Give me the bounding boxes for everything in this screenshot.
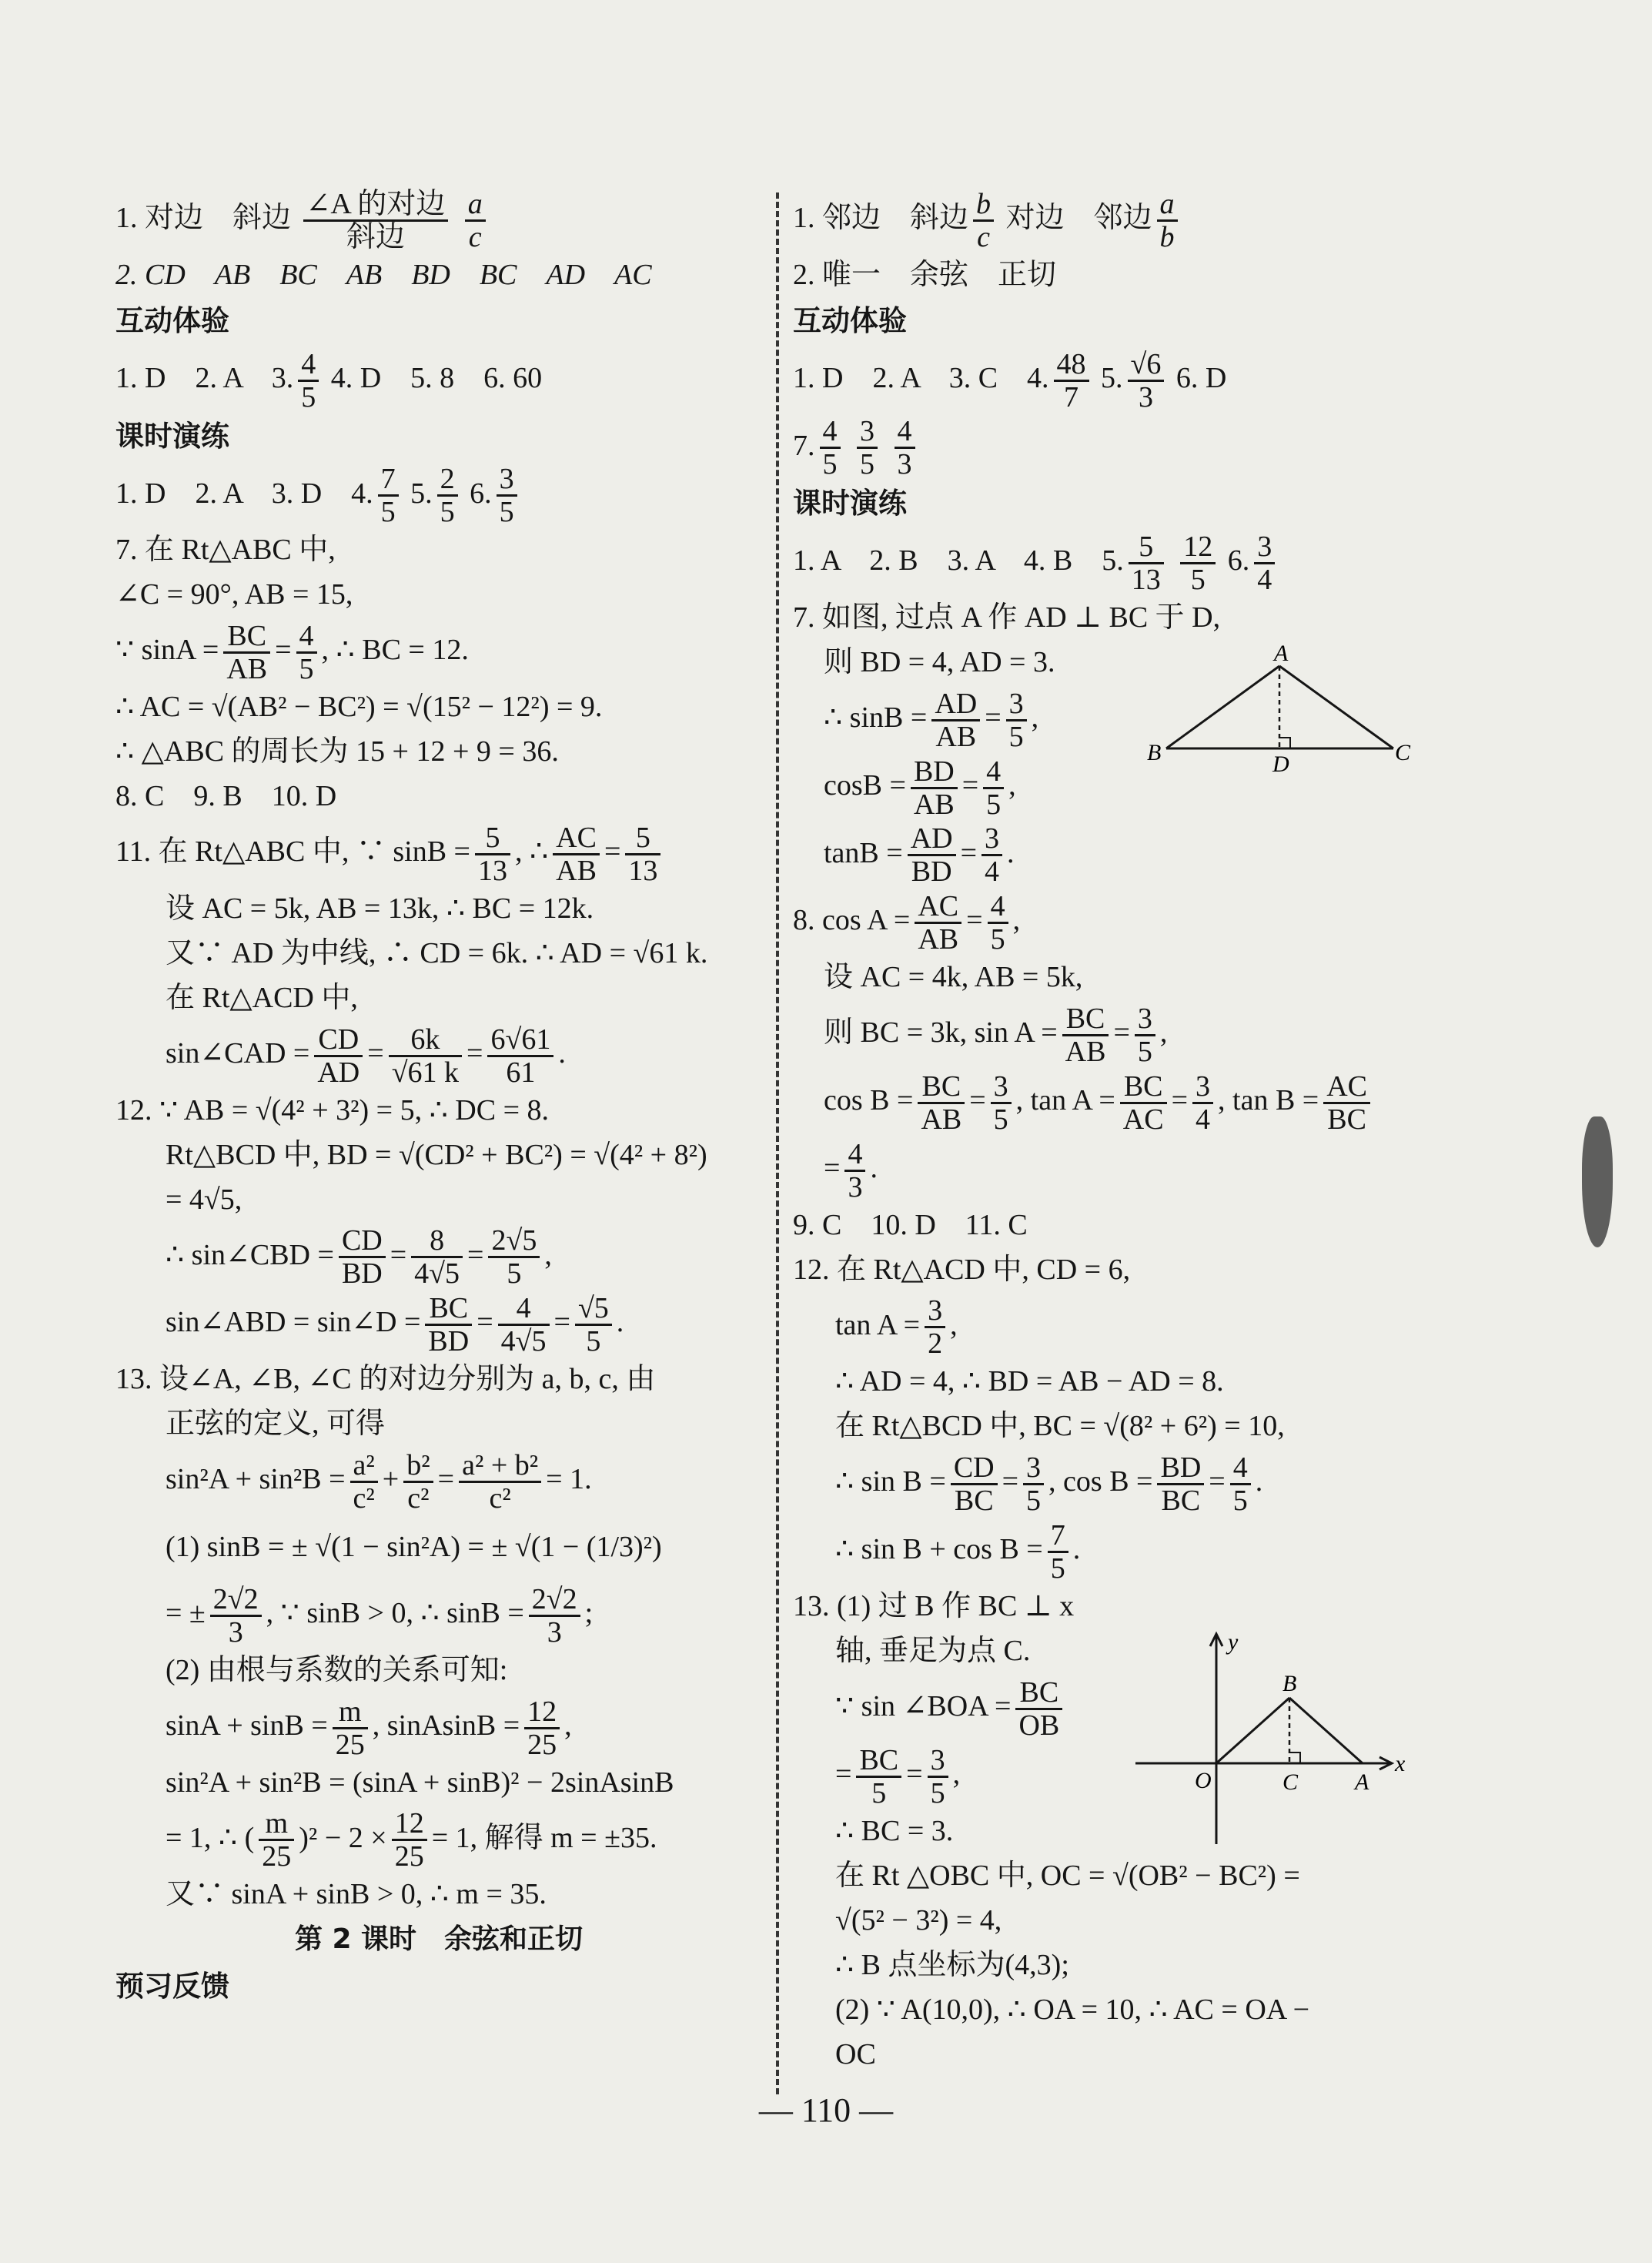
answer-line: 1. A 2. B 3. A 4. B 5. $\frac{5}{13}$ $\frac{12}{5}$ 6. $\frac{3}{4}$ bbox=[793, 527, 1432, 595]
answer-line: 1. D 2. A 3. C 4. $\frac{48}{7}$ 5. $\frac{√6}{3}$ 6. D bbox=[793, 347, 1227, 413]
answer-line: ∴ B 点坐标为(4,3); bbox=[835, 1948, 1069, 1981]
answer-line: sin²A + sin²B = $\frac{\text{a²}}{\text{c²}}$ + $\frac{\text{b²}}{\text{c²}}$ = $\frac{\text{a² + b²}}{\text{c²}}$ = 1. bbox=[166, 1449, 592, 1515]
answer-line: 在 Rt△BCD 中, BC = √(8² + 6²) = 10, bbox=[835, 1410, 1285, 1443]
section-heading: 互动体验 bbox=[793, 303, 907, 337]
answer-line: 在 Rt △OBC 中, OC = √(OB² − BC²) = bbox=[835, 1859, 1300, 1892]
answer-line: ∴ sin∠CBD = $\frac{CD}{BD}$ = $\frac{8}{4√5}$ = $\frac{2√5}{5}$ , bbox=[166, 1224, 552, 1291]
answer-line: 8. cos A = $\frac{AC}{AB}$ = $\frac{4}{5}$ , bbox=[793, 890, 1021, 956]
answer-line: (2) 由根与系数的关系可知: bbox=[166, 1653, 508, 1686]
answer-line: 11. 在 Rt△ABC 中, ∵ sinB = $\frac{5}{13}$ , ∴ $\frac{AC}{AB}$ = $\frac{5}{13}$ bbox=[115, 818, 762, 886]
label-a: A bbox=[1355, 1769, 1369, 1795]
answer-line: √(5² − 3²) = 4, bbox=[835, 1903, 1002, 1937]
answer-line: 8. C 9. B 10. D bbox=[115, 780, 337, 813]
section-heading: 课时演练 bbox=[115, 419, 229, 453]
answer-line: tanB = $\frac{AD}{BD}$ = $\frac{3}{4}$ . bbox=[824, 822, 1015, 889]
answer-line: 7. $\frac{4}{5}$ $\frac{3}{5}$ $\frac{4}{3}$ bbox=[793, 413, 1432, 480]
answer-line: 正弦的定义, 可得 bbox=[166, 1408, 386, 1441]
answer-line: ∴ sinB = $\frac{AD}{AB}$ = $\frac{3}{5}$ , bbox=[824, 687, 1039, 753]
answer-line: ∴ sin B = $\frac{CD}{BC}$ = $\frac{3}{5}$ , cos B = $\frac{BD}{BC}$ = $\frac{4}{5}$ . bbox=[835, 1451, 1263, 1518]
answer-line: cos B = $\frac{BC}{AB}$ = $\frac{3}{5}$ , tan A = $\frac{BC}{AC}$ = $\frac{3}{4}$ , tan B = $\frac{AC}{BC}$ bbox=[793, 1067, 1432, 1135]
coordinate-figure bbox=[1132, 1625, 1416, 1848]
left-column bbox=[115, 185, 762, 2010]
answer-line: 2. CD AB BC AB BD BC AD AC bbox=[115, 258, 652, 291]
answer-line: sinA + sinB = $\frac{m}{25}$ , sinAsinB = $\frac{12}{25}$ , bbox=[166, 1695, 572, 1761]
answer-line: ∴ △ABC 的周长为 15 + 12 + 9 = 36. bbox=[115, 735, 559, 768]
page-number: — 110 — bbox=[758, 2091, 894, 2129]
binding-mark bbox=[1582, 1116, 1613, 1247]
answer-line: 13. 设∠A, ∠B, ∠C 的对边分别为 a, b, c, 由 bbox=[115, 1363, 656, 1396]
answer-line: 1. 邻边 斜边 $\frac{b}{c}$ 对边 邻边 $\frac{a}{b}$ bbox=[793, 185, 1432, 253]
triangle-figure bbox=[1143, 639, 1420, 778]
answer-line: 设 AC = 5k, AB = 13k, ∴ BC = 12k. bbox=[166, 892, 594, 925]
answer-line: ∴ AD = 4, ∴ BD = AB − AD = 8. bbox=[835, 1365, 1224, 1398]
answer-line: 9. C 10. D 11. C bbox=[793, 1208, 1028, 1241]
answer-line: tan A = $\frac{3}{2}$ , bbox=[835, 1294, 958, 1361]
answer-line: 在 Rt△ACD 中, bbox=[166, 981, 358, 1014]
answer-line: sin∠ABD = sin∠D = $\frac{BC}{BD}$ = $\frac{4}{4√5}$ = $\frac{√5}{5}$ . bbox=[166, 1292, 624, 1358]
answer-line: ∴ sin B + cos B = $\frac{7}{5}$ . bbox=[835, 1518, 1081, 1585]
label-b: B bbox=[1282, 1671, 1297, 1696]
answer-line: 则 BC = 3k, sin A = $\frac{BC}{AB}$ = $\frac{3}{5}$ , bbox=[824, 1003, 1168, 1069]
answer-line: (2) ∵ A(10,0), ∴ OA = 10, ∴ AC = OA − bbox=[835, 1993, 1310, 2026]
label-x: x bbox=[1395, 1751, 1406, 1776]
answer-line: OC bbox=[835, 2037, 876, 2071]
answer-line: ∴ AC = √(AB² − BC²) = √(15² − 12²) = 9. bbox=[115, 691, 603, 724]
answer-line: 1. D 2. A 3. $\frac{4}{5}$ 4. D 5. 8 6. 60 bbox=[115, 347, 543, 413]
answer-line: 12. ∵ AB = √(4² + 3²) = 5, ∴ DC = 8. bbox=[115, 1093, 550, 1126]
answer-line: = 1, ∴ ( $\frac{m}{25}$ )² − 2 × $\frac{12}{25}$ = 1, 解得 m = ±35. bbox=[166, 1807, 657, 1873]
answer-line: 7. 在 Rt△ABC 中, bbox=[115, 534, 336, 567]
answer-line: ∠C = 90°, AB = 15, bbox=[115, 578, 353, 611]
answer-line: ∵ sinA = $\frac{BC}{AB}$ = $\frac{4}{5}$ , ∴ BC = 12. bbox=[115, 620, 469, 686]
answer-line: = $\frac{BC}{5}$ = $\frac{3}{5}$ , bbox=[835, 1743, 961, 1809]
label-a: A bbox=[1274, 641, 1289, 666]
answer-line: ∴ BC = 3. bbox=[835, 1814, 954, 1847]
label-b: B bbox=[1147, 740, 1162, 765]
answer-line: sin²A + sin²B = (sinA + sinB)² − 2sinAsinB bbox=[166, 1766, 674, 1799]
answer-line: 2. 唯一 余弦 正切 bbox=[793, 258, 1057, 291]
lesson-title: 第 2 课时 余弦和正切 bbox=[294, 1923, 584, 1956]
answer-line: 1. 对边 斜边 $\frac{\text{∠A 的对边}}{\text{斜边}}$ $\frac{a}{c}$ bbox=[115, 185, 762, 253]
section-heading: 课时演练 bbox=[793, 487, 907, 521]
answer-line: 又∵ sinA + sinB > 0, ∴ m = 35. bbox=[166, 1878, 547, 1911]
answer-line: 1. D 2. A 3. D 4. $\frac{7}{5}$ 5. $\frac{2}{5}$ 6. $\frac{3}{5}$ bbox=[115, 460, 762, 528]
answer-line: = $\frac{4}{3}$ . bbox=[824, 1137, 878, 1203]
answer-line: (1) sinB = ± √(1 − sin²A) = ± √(1 − (1/3)²) bbox=[166, 1531, 662, 1564]
answer-line: 又∵ AD 为中线, ∴ CD = 6k. ∴ AD = √61 k. bbox=[166, 936, 708, 969]
label-d: D bbox=[1272, 752, 1289, 777]
answer-line: cosB = $\frac{BD}{AB}$ = $\frac{4}{5}$ , bbox=[824, 755, 1016, 821]
answer-line: sin∠CAD = $\frac{CD}{AD}$ = $\frac{6k}{√61 k}$ = $\frac{6√61}{61}$ . bbox=[166, 1023, 566, 1089]
answer-line: = ± $\frac{2√2}{3}$ , ∵ sinB > 0, ∴ sinB = $\frac{2√2}{3}$ ; bbox=[166, 1582, 594, 1649]
label-c: C bbox=[1282, 1769, 1299, 1795]
answer-line: 12. 在 Rt△ACD 中, CD = 6, bbox=[793, 1253, 1131, 1286]
answer-line: 则 BD = 4, AD = 3. bbox=[824, 646, 1055, 679]
label-c: C bbox=[1395, 740, 1411, 765]
section-heading: 互动体验 bbox=[115, 303, 229, 337]
column-divider bbox=[776, 192, 779, 2094]
section-heading: 预习反馈 bbox=[115, 1970, 229, 2004]
answer-line: ∵ sin ∠BOA = $\frac{BC}{OB}$ bbox=[793, 1673, 1432, 1741]
answer-line: 7. 如图, 过点 A 作 AD ⊥ BC 于 D, bbox=[793, 601, 1221, 634]
label-o: O bbox=[1195, 1768, 1212, 1793]
fraction: $\frac{a}{c}$ bbox=[465, 189, 486, 253]
answer-line: Rt△BCD 中, BD = √(CD² + BC²) = √(4² + 8²) bbox=[166, 1138, 707, 1171]
answer-line: 设 AC = 4k, AB = 5k, bbox=[824, 961, 1083, 994]
answer-line: = 4√5, bbox=[166, 1183, 242, 1216]
answer-line: 13. (1) 过 B 作 BC ⊥ x bbox=[793, 1589, 1075, 1622]
label-y: y bbox=[1228, 1629, 1239, 1655]
fraction: $\frac{\text{∠A 的对边}}{\text{斜边}}$ bbox=[303, 189, 449, 253]
answer-line: 轴, 垂足为点 C. bbox=[835, 1634, 1031, 1667]
